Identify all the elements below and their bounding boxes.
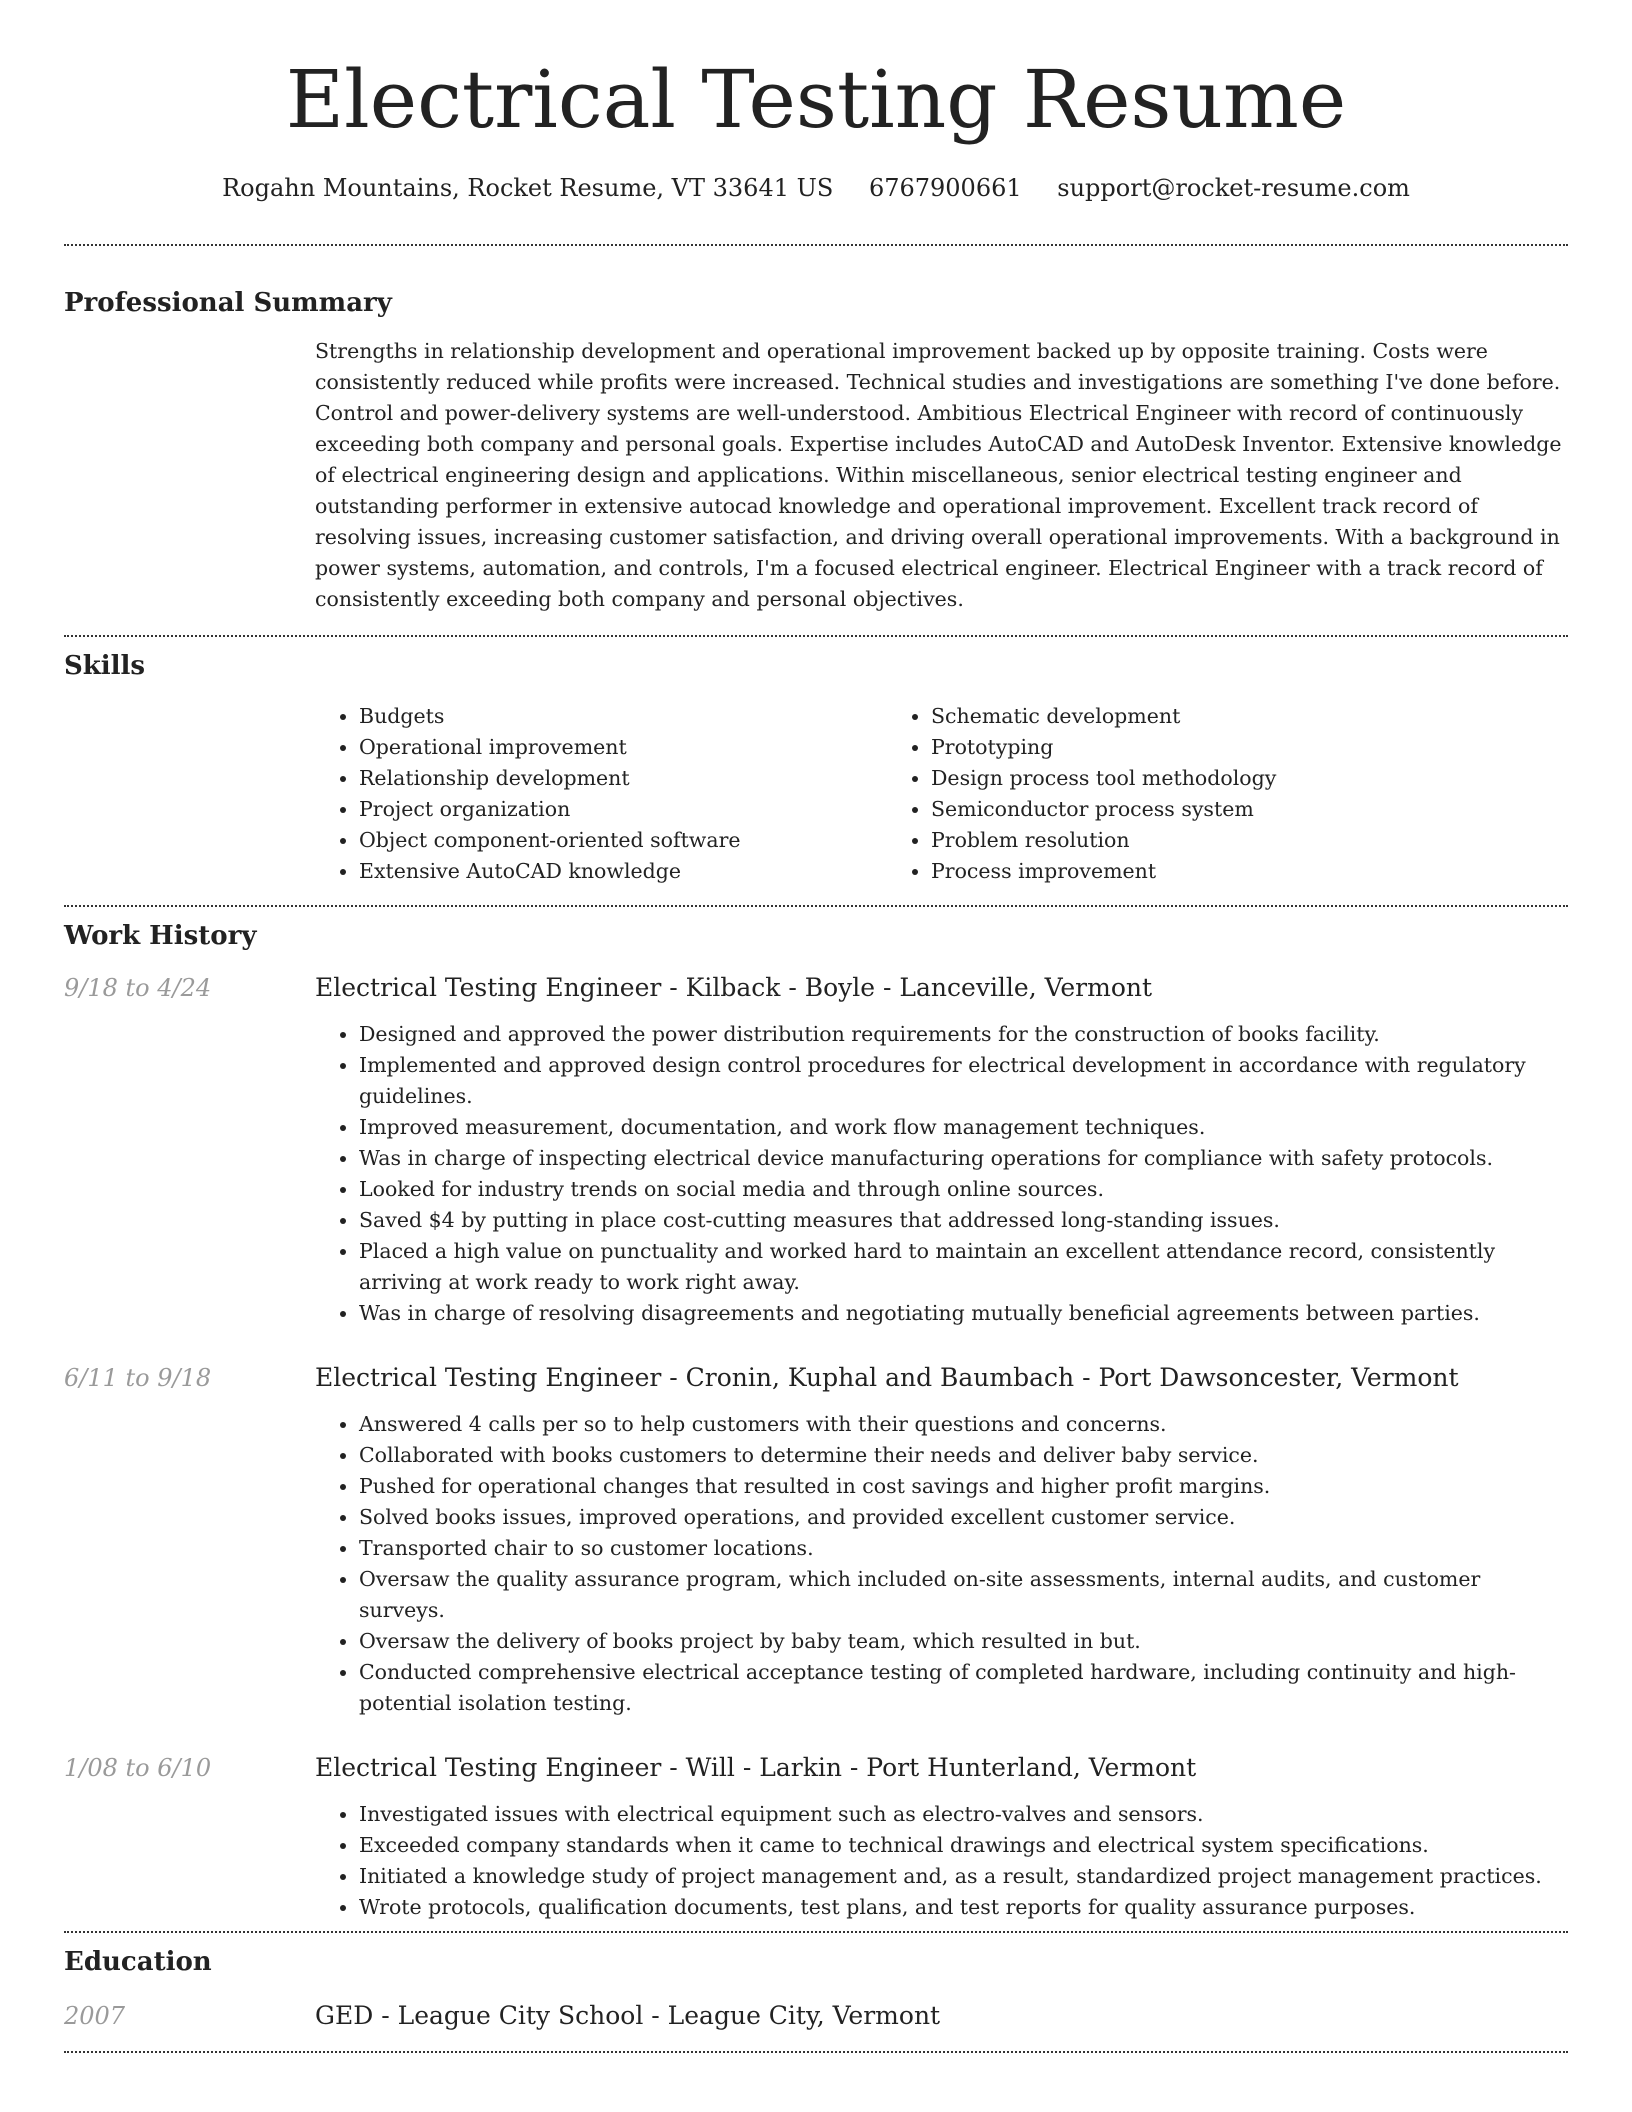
summary-text: Strengths in relationship development and operational improvement backed up by opposite training. Costs were consistently reduced while profits were increased. Technical studies and investigations are something I've done before. Control and power-delivery systems are well-understood. Ambitious Electrical Engineer with record of continuously exceeding both company and personal goals. Expertise includes AutoCAD and AutoDesk Inventor. Extensive knowledge of electrical engineering design and applications. Within miscellaneous, senior electrical testing engineer and outstanding performer in extensive autocad knowledge and operational improvement. Excellent track record of resolving issues, increasing customer satisfaction, and driving overall operational improvements. With a background in power systems, automation, and controls, I'm a focused electrical engineer. Electrical Engineer with a track record of consistently exceeding both company and personal objectives. — [315, 339, 1562, 611]
skill-item: • Extensive AutoCAD knowledge — [359, 856, 887, 887]
job-bullet: • Oversaw the quality assurance program, which included on-site assessments, internal audits, and customer surveys. — [359, 1564, 1568, 1626]
job-bullet: • Was in charge of inspecting electrical device manufacturing operations for compliance with safety protocols. — [359, 1143, 1568, 1174]
job-bullet: • Implemented and approved design control procedures for electrical development in accordance with regulatory guidelines. — [359, 1050, 1568, 1112]
job-bullet: • Conducted comprehensive electrical acceptance testing of completed hardware, including continuity and high-potential isolation testing. — [359, 1657, 1568, 1719]
section-title-work: Work History — [64, 921, 257, 951]
contact-line — [64, 172, 1568, 204]
education-date: 2007 — [64, 2002, 126, 2030]
skill-item: • Semiconductor process system — [931, 794, 1276, 825]
skill-item: • Schematic development — [931, 701, 1276, 732]
divider — [64, 635, 1568, 637]
job-bullets — [315, 1409, 1568, 1719]
job-bullet: • Wrote protocols, qualification documents, test plans, and test reports for quality assurance purposes. — [359, 1892, 1568, 1923]
job-bullet: • Improved measurement, documentation, and work flow management techniques. — [359, 1112, 1568, 1143]
job-bullet: • Solved books issues, improved operations, and provided excellent customer service. — [359, 1502, 1568, 1533]
job-bullet: • Pushed for operational changes that resulted in cost savings and higher profit margins. — [359, 1471, 1568, 1502]
skill-item: • Prototyping — [931, 732, 1276, 763]
job-bullet: • Was in charge of resolving disagreements and negotiating mutually beneficial agreements between parties. — [359, 1298, 1568, 1329]
job-bullet: • Transported chair to so customer locations. — [359, 1533, 1568, 1564]
skills-row — [64, 701, 1568, 887]
skill-item: • Design process tool methodology — [931, 763, 1276, 794]
job-title: Electrical Testing Engineer - Cronin, Kuphal and Baumbach - Port Dawsoncester, Vermont — [315, 1363, 1459, 1392]
work-history-list — [64, 971, 1568, 1923]
skills-column-left — [315, 701, 887, 887]
job-bullet: • Collaborated with books customers to determine their needs and deliver baby service. — [359, 1440, 1568, 1471]
resume-title: Electrical Testing Resume — [285, 53, 1347, 146]
job-title: Electrical Testing Engineer - Will - Larkin - Port Hunterland, Vermont — [315, 1753, 1197, 1782]
skill-item: • Problem resolution — [931, 825, 1276, 856]
skills-column-right — [887, 701, 1276, 887]
contact-email: support@rocket-resume.com — [1057, 174, 1410, 202]
job-bullets — [315, 1799, 1568, 1923]
job-bullet: • Answered 4 calls per so to help customers with their questions and concerns. — [359, 1409, 1568, 1440]
skill-item: • Relationship development — [359, 763, 887, 794]
job-bullet: • Initiated a knowledge study of project management and, as a result, standardized project management practices. — [359, 1861, 1568, 1892]
skill-item: • Operational improvement — [359, 732, 887, 763]
divider — [64, 1931, 1568, 1933]
job-entry — [64, 971, 1568, 1329]
section-title-skills: Skills — [64, 651, 146, 681]
section-title-summary: Professional Summary — [64, 288, 392, 318]
education-entry: GED - League City School - League City, Vermont — [315, 2001, 941, 2030]
job-entry — [64, 1361, 1568, 1719]
summary-row — [64, 336, 1568, 615]
skill-item: • Budgets — [359, 701, 887, 732]
job-date: 6/11 to 9/18 — [64, 1364, 212, 1392]
job-bullet: • Oversaw the delivery of books project by baby team, which resulted in but. — [359, 1626, 1568, 1657]
divider — [64, 905, 1568, 907]
skill-item: • Process improvement — [931, 856, 1276, 887]
section-title-education: Education — [64, 1947, 212, 1977]
job-bullet: • Saved $4 by putting in place cost-cutting measures that addressed long-standing issues. — [359, 1205, 1568, 1236]
job-entry — [64, 1751, 1568, 1923]
divider — [64, 2051, 1568, 2053]
job-date: 9/18 to 4/24 — [64, 974, 212, 1002]
job-bullets — [315, 1019, 1568, 1329]
job-title: Electrical Testing Engineer - Kilback - Boyle - Lanceville, Vermont — [315, 973, 1153, 1002]
skill-item: • Project organization — [359, 794, 887, 825]
job-bullet: • Investigated issues with electrical equipment such as electro-valves and sensors. — [359, 1799, 1568, 1830]
job-bullet: • Placed a high value on punctuality and worked hard to maintain an excellent attendance record, consistently arriving at work ready to work right away. — [359, 1236, 1568, 1298]
job-bullet: • Looked for industry trends on social media and through online sources. — [359, 1174, 1568, 1205]
job-bullet: • Exceeded company standards when it came to technical drawings and electrical system specifications. — [359, 1830, 1568, 1861]
divider — [64, 244, 1568, 246]
skill-item: • Object component-oriented software — [359, 825, 887, 856]
contact-phone: 6767900661 — [868, 174, 1022, 202]
contact-address: Rogahn Mountains, Rocket Resume, VT 33641 US — [222, 174, 834, 202]
job-bullet: • Designed and approved the power distribution requirements for the construction of books facility. — [359, 1019, 1568, 1050]
education-row — [64, 1999, 1568, 2033]
skills-list — [315, 701, 1568, 887]
job-date: 1/08 to 6/10 — [64, 1754, 212, 1782]
